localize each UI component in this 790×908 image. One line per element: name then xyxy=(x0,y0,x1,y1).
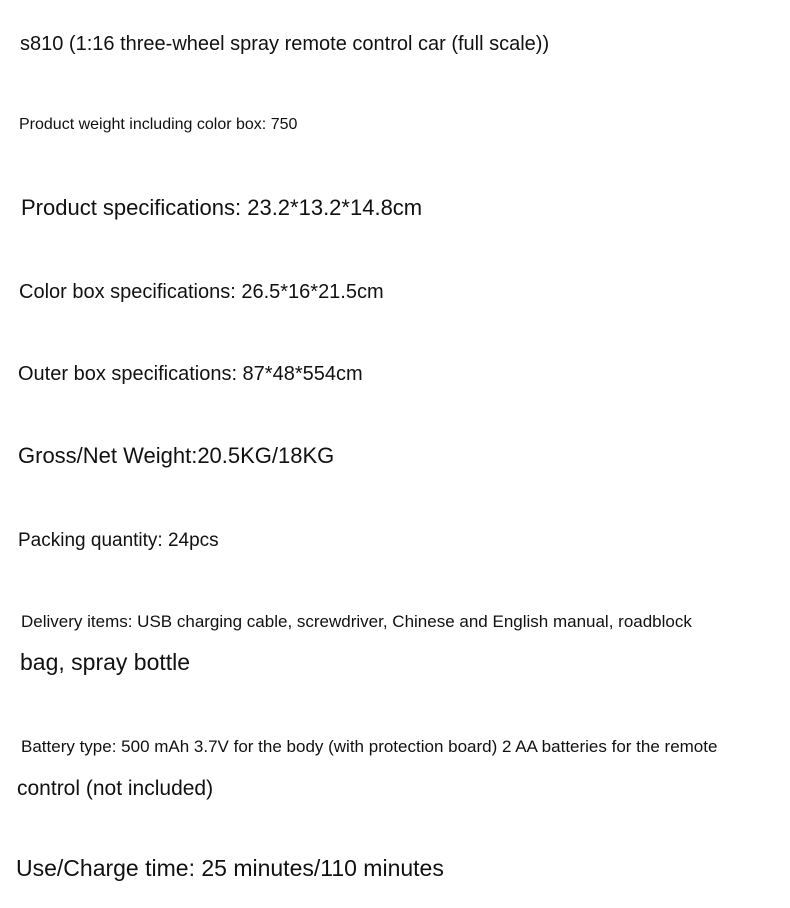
product-weight-line: Product weight including color box: 750 xyxy=(19,116,298,133)
battery-type-line-1: Battery type: 500 mAh 3.7V for the body (with protection board) 2 AA batteries for the remote xyxy=(21,737,718,756)
outer-box-specifications-line: Outer box specifications: 87*48*554cm xyxy=(18,363,363,385)
packing-quantity-line: Packing quantity: 24pcs xyxy=(18,530,219,551)
product-specifications-line: Product specifications: 23.2*13.2*14.8cm xyxy=(21,195,423,220)
delivery-items-line-2: bag, spray bottle xyxy=(20,649,191,675)
use-charge-time-line: Use/Charge time: 25 minutes/110 minutes xyxy=(16,855,444,881)
delivery-items-line-1: Delivery items: USB charging cable, screwdriver, Chinese and English manual, roadblock xyxy=(21,612,692,631)
product-title: s810 (1:16 three-wheel spray remote control car (full scale)) xyxy=(20,33,550,55)
color-box-specifications-line: Color box specifications: 26.5*16*21.5cm xyxy=(19,281,384,303)
battery-type-line-2: control (not included) xyxy=(17,777,214,800)
gross-net-weight-line: Gross/Net Weight:20.5KG/18KG xyxy=(18,443,335,468)
